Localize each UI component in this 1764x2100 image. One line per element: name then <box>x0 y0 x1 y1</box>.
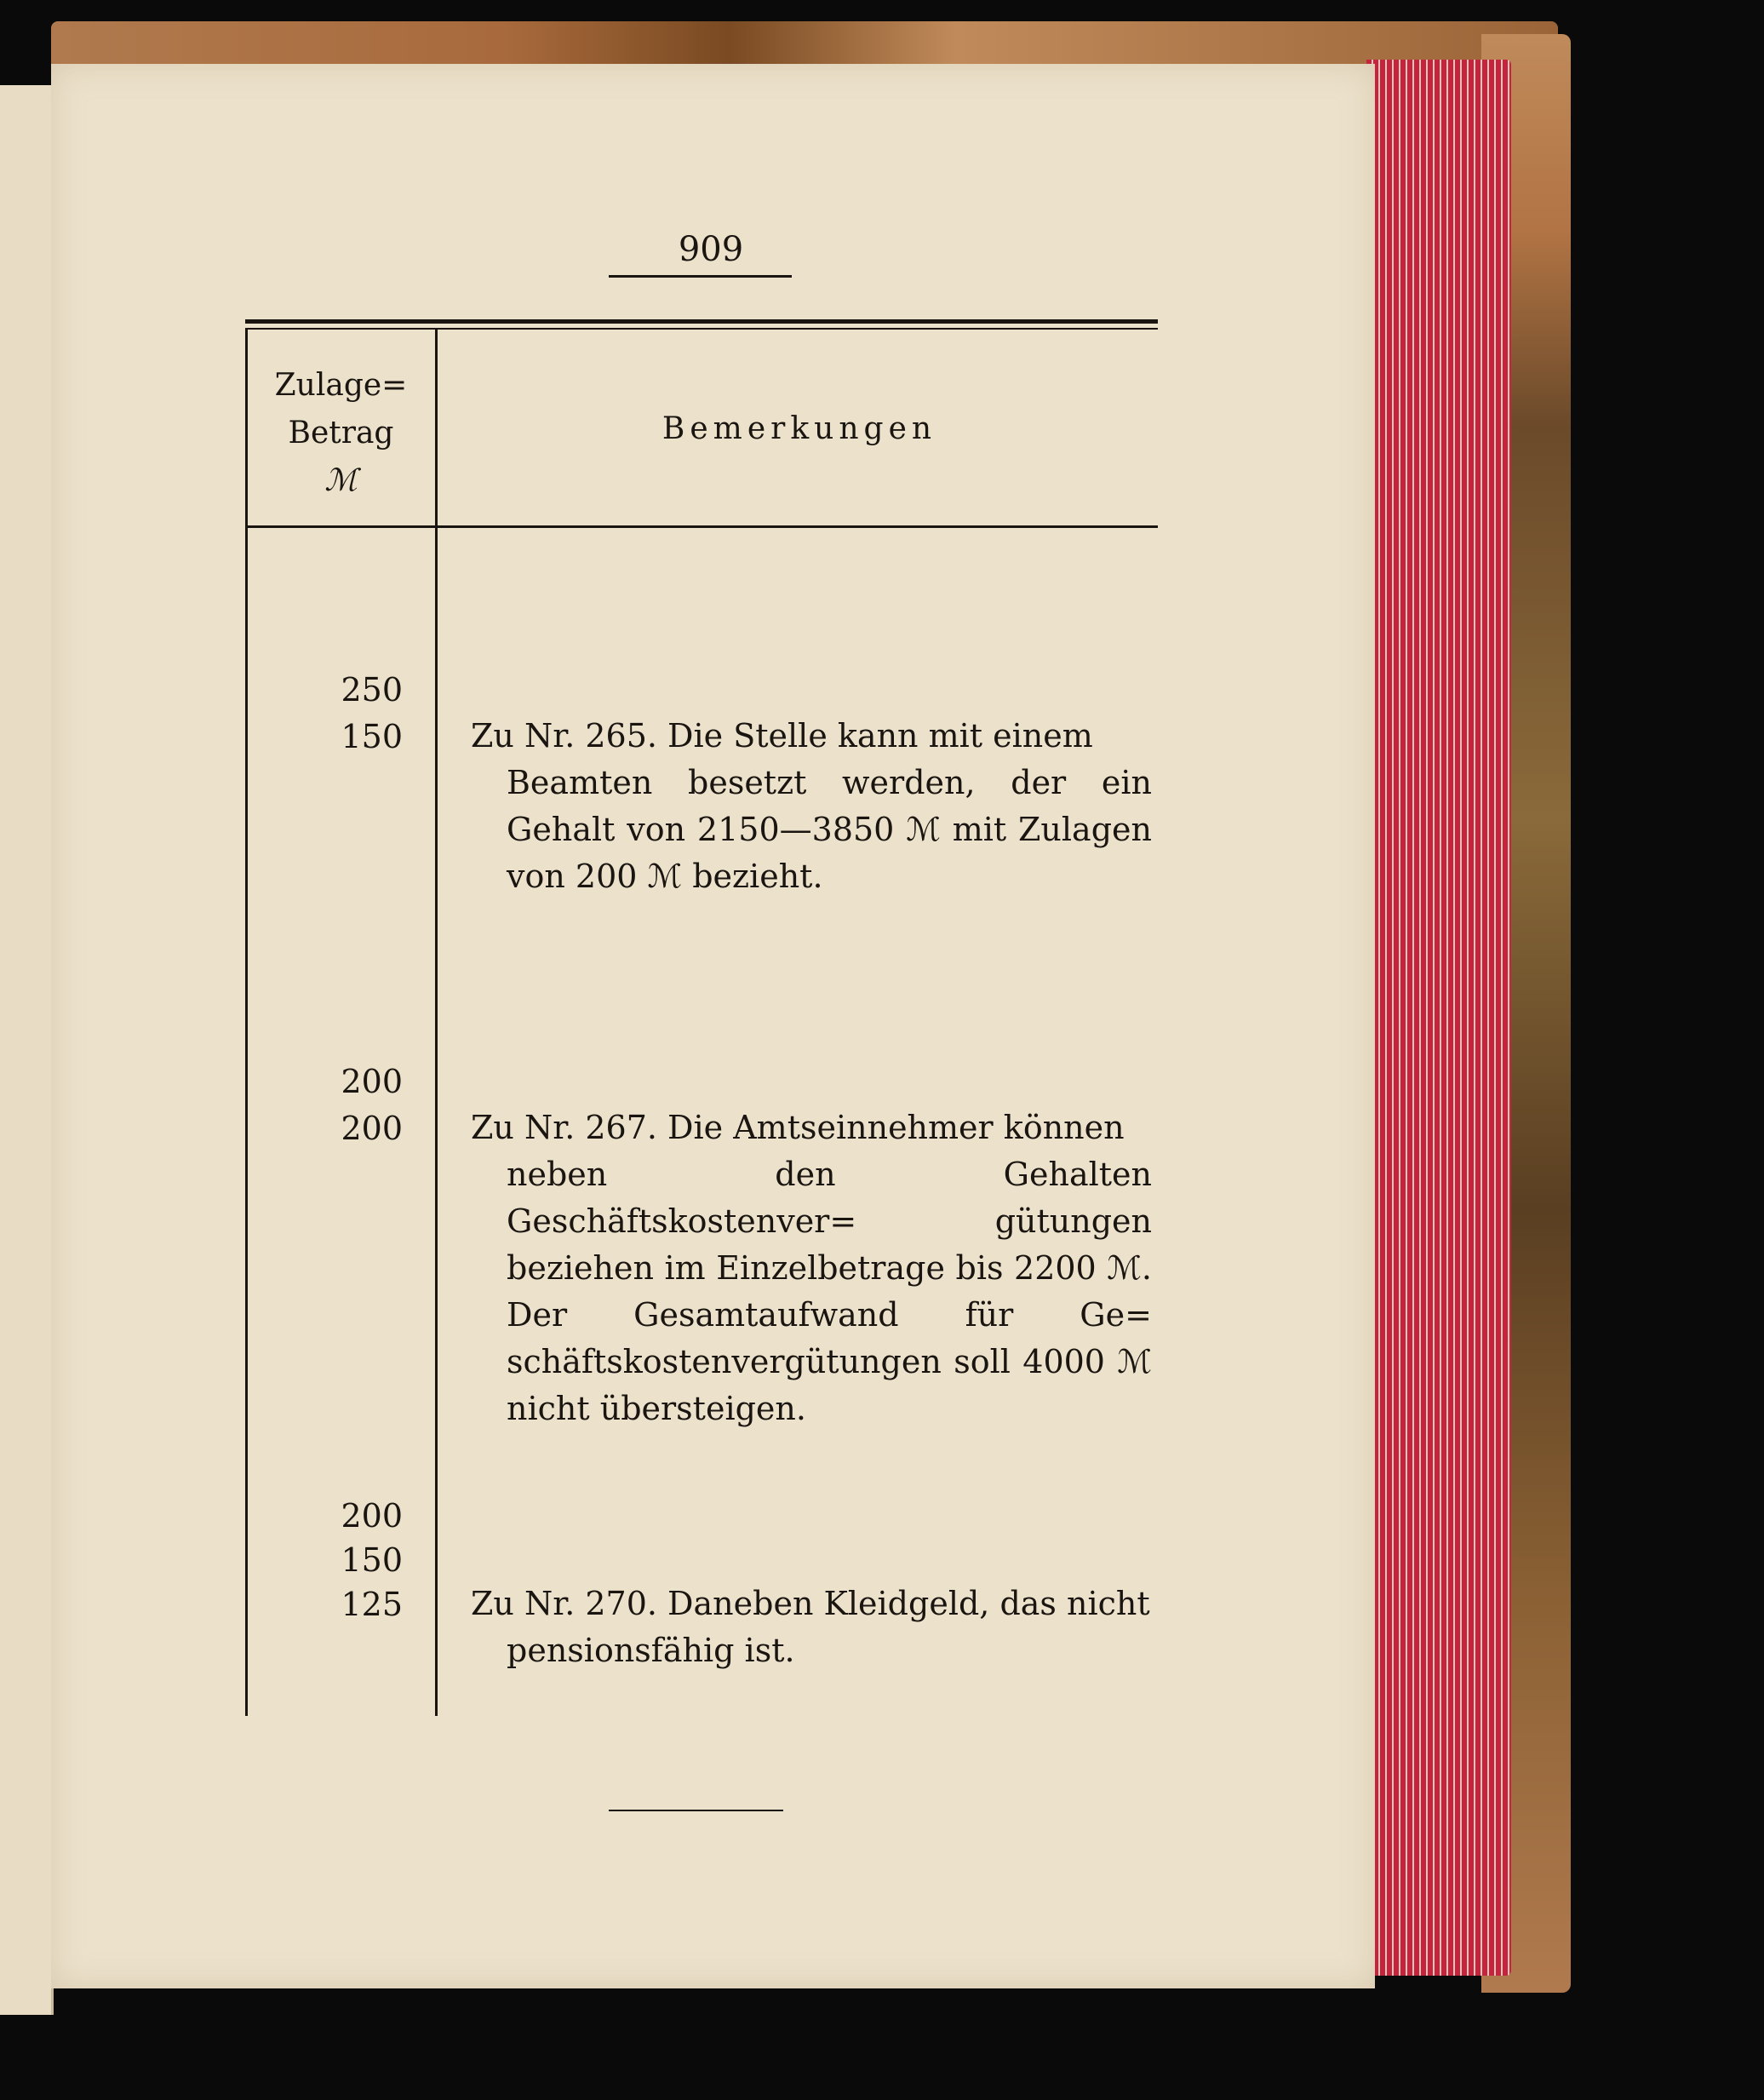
amount-cell: 200 <box>341 1110 403 1147</box>
note-nr-267 <box>471 1105 1152 1432</box>
note-continuation: pensionsfähig ist. <box>507 1632 795 1669</box>
table-top-rule <box>245 319 1158 324</box>
column-header-amount-line2: Betrag <box>288 416 394 450</box>
amount-cell: 150 <box>341 718 403 755</box>
note-first-line: Zu Nr. 267. Die Amtseinnehmer können <box>471 1109 1125 1146</box>
facing-page-edge <box>0 85 54 2015</box>
column-header-remarks: Bemerkungen <box>662 411 937 446</box>
table-header-rule <box>245 525 1158 528</box>
column-header-amount-unit: ℳ <box>324 463 358 498</box>
note-nr-265 <box>471 713 1152 900</box>
amount-cell: 200 <box>341 1497 403 1535</box>
amount-cell: 200 <box>341 1063 403 1100</box>
note-first-line: Zu Nr. 270. Daneben Kleidgeld, das nicht <box>471 1585 1150 1622</box>
amount-cell: 250 <box>341 671 403 709</box>
allowance-table <box>245 319 1158 1716</box>
note-first-line: Zu Nr. 265. Die Stelle kann mit einem <box>471 717 1093 755</box>
table-column-divider <box>435 330 438 1716</box>
note-continuation: neben den Gehalten Geschäftskostenver= gütungen beziehen im Einzelbetrage bis 2200 ℳ. Der Gesamtaufwand für Ge= schäftskostenvergütungen soll 4000 ℳ nicht übersteigen. <box>507 1156 1152 1427</box>
book-page <box>51 64 1375 1988</box>
amount-cell: 150 <box>341 1541 403 1579</box>
table-top-rule-thin <box>245 328 1158 330</box>
page-number-rule <box>609 275 792 278</box>
amount-cell: 125 <box>341 1586 403 1623</box>
column-header-amount <box>249 362 432 505</box>
table-left-border <box>245 330 248 1716</box>
column-header-amount-line1: Zulage= <box>274 368 408 403</box>
page-edges <box>1366 60 1511 1976</box>
bottom-rule <box>609 1810 783 1811</box>
note-nr-270 <box>471 1581 1152 1674</box>
page-number: 909 <box>678 230 744 269</box>
note-continuation: Beamten besetzt werden, der ein Gehalt von 2150—3850 ℳ mit Zulagen von 200 ℳ bezieht. <box>507 764 1152 895</box>
